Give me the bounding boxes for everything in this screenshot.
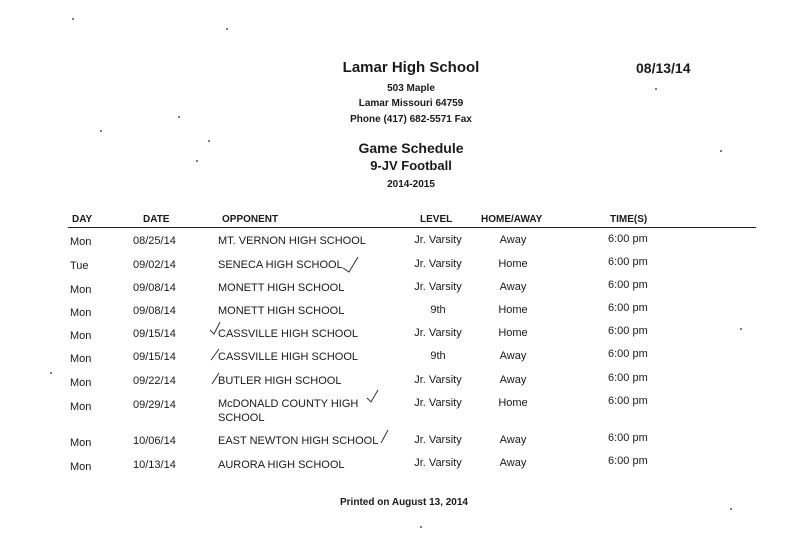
- column-header-home-away: HOME/AWAY: [481, 214, 543, 225]
- printed-date: Printed on August 13, 2014: [340, 497, 468, 508]
- cell-day: Mon: [70, 401, 92, 413]
- cell-home-away: Away: [499, 350, 527, 362]
- cell-level: 9th: [430, 350, 446, 362]
- scan-speck: [730, 508, 732, 510]
- cell-time: 6:00 pm: [608, 455, 648, 467]
- cell-level: Jr. Varsity: [414, 434, 462, 446]
- column-header-level: LEVEL: [420, 214, 453, 225]
- school-name: Lamar High School: [342, 59, 480, 76]
- scan-speck: [720, 150, 722, 152]
- cell-level: Jr. Varsity: [414, 374, 462, 386]
- scan-speck: [178, 116, 180, 118]
- cell-time: 6:00 pm: [608, 325, 648, 337]
- cell-day: Mon: [70, 461, 92, 473]
- cell-opponent: BUTLER HIGH SCHOOL: [218, 375, 342, 387]
- cell-day: Mon: [70, 236, 92, 248]
- cell-date: 08/25/14: [133, 235, 176, 247]
- scan-speck: [655, 88, 657, 90]
- check-mark: [367, 390, 378, 402]
- scan-speck: [50, 372, 52, 374]
- column-header-day: DAY: [72, 214, 93, 225]
- cell-level: Jr. Varsity: [414, 234, 462, 246]
- sport-title: 9-JV Football: [370, 158, 452, 173]
- cell-level: Jr. Varsity: [414, 457, 462, 469]
- school-city: Lamar Missouri 64759: [358, 98, 464, 109]
- cell-date: 10/13/14: [133, 459, 176, 471]
- cell-level: Jr. Varsity: [414, 281, 462, 293]
- cell-home-away: Away: [499, 457, 527, 469]
- cell-home-away: Away: [499, 281, 527, 293]
- scan-speck: [740, 328, 742, 330]
- cell-time: 6:00 pm: [608, 372, 648, 384]
- cell-date: 09/08/14: [133, 305, 176, 317]
- cell-opponent: CASSVILLE HIGH SCHOOL: [218, 351, 358, 363]
- column-header-opponent: OPPONENT: [222, 214, 279, 225]
- cell-day: Mon: [70, 284, 92, 296]
- cell-opponent: AURORA HIGH SCHOOL: [218, 459, 345, 471]
- cell-date: 10/06/14: [133, 435, 176, 447]
- school-address: 503 Maple: [387, 83, 435, 94]
- cell-level: Jr. Varsity: [414, 327, 462, 339]
- scan-speck: [208, 140, 210, 142]
- check-mark: [343, 257, 358, 272]
- cell-day: Mon: [70, 353, 92, 365]
- cell-home-away: Home: [498, 327, 528, 339]
- cell-day: Mon: [70, 307, 92, 319]
- cell-opponent: MONETT HIGH SCHOOL: [218, 305, 345, 317]
- scan-speck: [420, 526, 422, 528]
- cell-home-away: Away: [499, 434, 527, 446]
- cell-home-away: Away: [499, 234, 527, 246]
- season: 2014-2015: [387, 179, 435, 190]
- cell-opponent: SENECA HIGH SCHOOL: [218, 259, 343, 271]
- cell-opponent: McDONALD COUNTY HIGH SCHOOL: [218, 398, 359, 424]
- cell-date: 09/22/14: [133, 375, 176, 387]
- cell-date: 09/08/14: [133, 282, 176, 294]
- check-mark: [381, 430, 388, 443]
- report-date: 08/13/14: [636, 60, 691, 76]
- cell-level: 9th: [430, 304, 446, 316]
- cell-day: Mon: [70, 330, 92, 342]
- cell-opponent: MONETT HIGH SCHOOL: [218, 282, 345, 294]
- cell-time: 6:00 pm: [608, 302, 648, 314]
- cell-home-away: Home: [498, 397, 528, 409]
- cell-date: 09/29/14: [133, 399, 176, 411]
- cell-level: Jr. Varsity: [414, 258, 462, 270]
- scan-speck: [196, 160, 198, 162]
- cell-time: 6:00 pm: [608, 432, 648, 444]
- cell-opponent: MT. VERNON HIGH SCHOOL: [218, 235, 366, 247]
- cell-time: 6:00 pm: [608, 348, 648, 360]
- cell-level: Jr. Varsity: [414, 397, 462, 409]
- check-mark: [212, 373, 219, 384]
- cell-time: 6:00 pm: [608, 233, 648, 245]
- cell-time: 6:00 pm: [608, 279, 648, 291]
- cell-time: 6:00 pm: [608, 395, 648, 407]
- scan-speck: [72, 18, 74, 20]
- cell-date: 09/15/14: [133, 351, 176, 363]
- cell-day: Tue: [70, 260, 89, 272]
- check-mark: [210, 322, 220, 334]
- cell-home-away: Home: [498, 304, 528, 316]
- document-title: Game Schedule: [358, 140, 464, 156]
- cell-date: 09/02/14: [133, 259, 176, 271]
- column-header-time: TIME(S): [610, 214, 648, 225]
- check-mark: [211, 349, 219, 360]
- cell-home-away: Away: [499, 374, 527, 386]
- cell-opponent: EAST NEWTON HIGH SCHOOL: [218, 435, 379, 447]
- column-header-date: DATE: [143, 214, 170, 225]
- cell-date: 09/15/14: [133, 328, 176, 340]
- cell-day: Mon: [70, 437, 92, 449]
- scan-speck: [226, 28, 228, 30]
- cell-opponent: CASSVILLE HIGH SCHOOL: [218, 328, 358, 340]
- cell-home-away: Home: [498, 258, 528, 270]
- scan-speck: [100, 130, 102, 132]
- cell-time: 6:00 pm: [608, 256, 648, 268]
- cell-day: Mon: [70, 377, 92, 389]
- school-phone: Phone (417) 682-5571 Fax: [350, 114, 472, 125]
